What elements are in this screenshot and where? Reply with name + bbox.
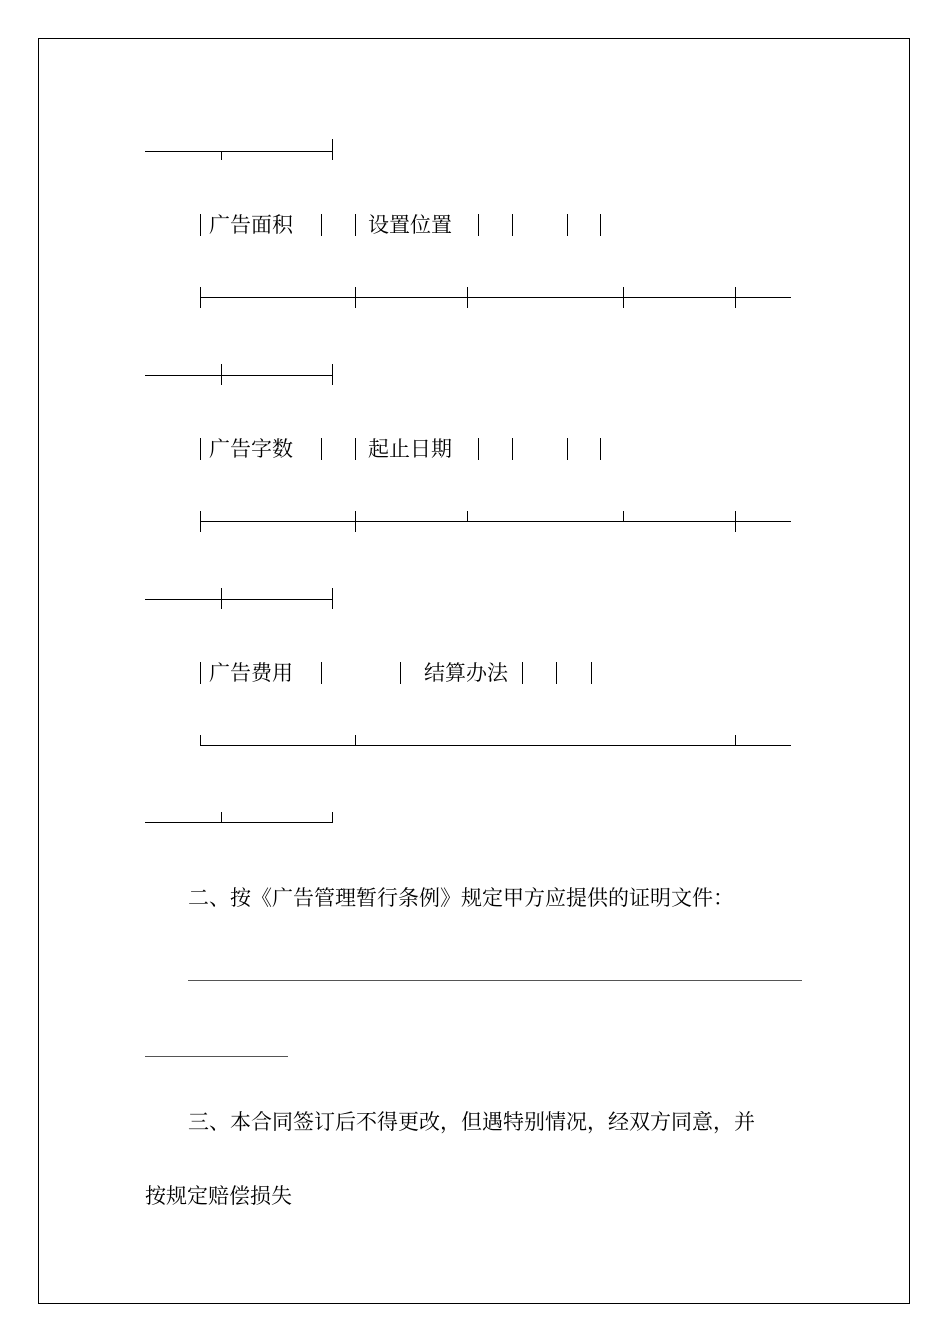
fill-in-line-1 bbox=[188, 980, 802, 981]
cell-placement-label: 设置位置 bbox=[368, 213, 452, 237]
fill-in-line-2 bbox=[145, 1056, 288, 1057]
clause-three-line-1: 三、本合同签订后不得更改，但遇特别情况，经双方同意，并 bbox=[188, 1110, 755, 1134]
cell-ad-area-label: 广告面积 bbox=[209, 213, 293, 237]
cell-period-label: 起止日期 bbox=[368, 437, 452, 461]
cell-ad-wordcount-label: 广告字数 bbox=[209, 437, 293, 461]
cell-ad-fee-label: 广告费用 bbox=[209, 661, 293, 685]
clause-two: 二、按《广告管理暂行条例》规定甲方应提供的证明文件： bbox=[188, 886, 734, 910]
cell-settlement-label: 结算办法 bbox=[424, 661, 508, 685]
clause-three-line-2: 按规定赔偿损失 bbox=[145, 1184, 292, 1208]
